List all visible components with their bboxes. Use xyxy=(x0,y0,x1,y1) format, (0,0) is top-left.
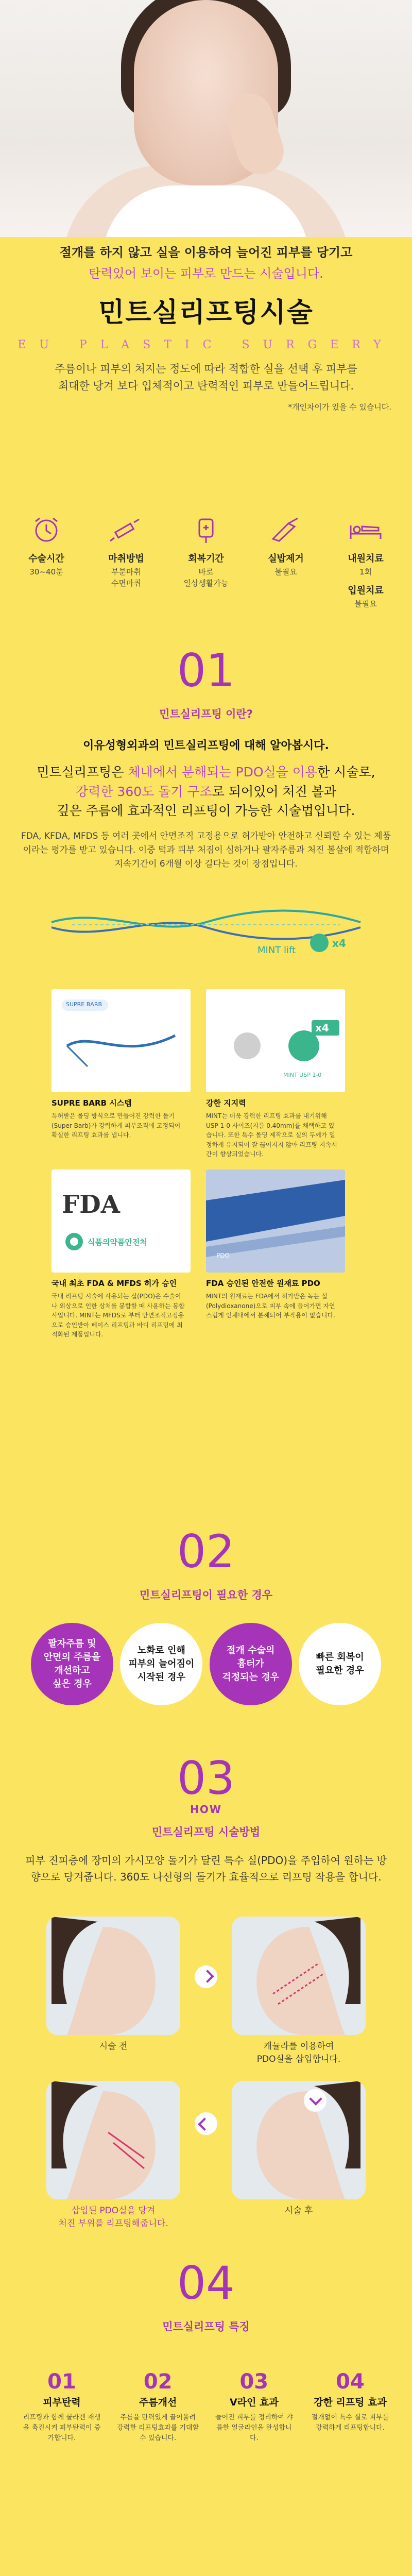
feature-cards xyxy=(52,989,360,1340)
step-arrow-down-icon xyxy=(304,2089,327,2112)
lead-highlight: 체내에서 분해되는 PDO실을 이용 xyxy=(128,765,318,779)
step-caption: 삽입된 PDO실을 당겨 처진 부위를 리프팅해줍니다. xyxy=(58,2206,168,2229)
feature-text: 절개없이 특수 실로 피부를 강력하게 리프팅합니다. xyxy=(311,2414,389,2432)
info-label: 마취방법 xyxy=(108,553,144,564)
feature-number: 02 xyxy=(143,2370,173,2394)
section-subtitle-01: 민트실리프팅 이란? xyxy=(159,708,253,720)
card-image-label: PDO xyxy=(216,1251,230,1259)
syringe-icon xyxy=(108,515,144,544)
section-subtitle-03: 민트실리프팅 시술방법 xyxy=(151,1826,261,1838)
info-value: 1회 xyxy=(359,567,372,577)
info-value: 불필요 xyxy=(274,567,297,577)
brand-subtitle: EU PLASTIC SURGERY xyxy=(18,338,394,351)
section-number-04: 04 xyxy=(177,2257,235,2310)
thread-image xyxy=(41,902,371,958)
procedure-step xyxy=(232,1917,366,2065)
info-item xyxy=(175,515,237,610)
feature-title: 강한 리프팅 효과 xyxy=(314,2397,387,2408)
feature-card xyxy=(52,989,206,1159)
mfds-logo: 식품의약품안전처 xyxy=(88,1237,147,1247)
iv-bag-icon xyxy=(188,515,224,544)
info-label: 회복기간 xyxy=(188,553,224,564)
info-label: 실밥제거 xyxy=(268,553,304,564)
procedure-steps xyxy=(46,1917,366,2230)
clock-icon xyxy=(28,515,64,544)
intro-desc-line1: 주름이나 피부의 처지는 정도에 따라 적합한 실을 선택 후 피부를 xyxy=(55,363,357,375)
intro-section xyxy=(0,242,412,412)
mfds-emblem-icon xyxy=(64,1231,84,1252)
info-item xyxy=(15,515,77,610)
fda-logo: FDA xyxy=(62,1190,120,1219)
lead-text: 로 되어있어 처진 볼과 xyxy=(212,784,336,799)
feature-card xyxy=(206,989,360,1159)
feature-number: 01 xyxy=(47,2370,76,2394)
feature-list xyxy=(21,2370,391,2444)
section-01-body: FDA, KFDA, MFDS 등 여러 곳에서 안면조직 고정용으로 허가받아 안전하고 신뢰할 수 있는 제품이라는 평가를 받고 있습니다. 이중 턱과 피부 처짐이 심하거나 팔자주름과 처진 볼살에 적합하며 지속기간이 6개월 이상 길다는 것이 장점입니다. xyxy=(21,831,391,870)
info-label-2: 입원치료 xyxy=(348,585,384,596)
step-image xyxy=(232,1917,366,2035)
feature-number: 03 xyxy=(239,2370,269,2394)
section-subtitle-04: 민트실리프팅 특징 xyxy=(162,2320,250,2333)
indication-circle: 팔자주름 및 안면의 주름을 개선하고 싶은 경우 xyxy=(31,1623,113,1705)
lead-highlight: 강력한 360도 돌기 구조 xyxy=(76,784,212,799)
step-caption: 시술 후 xyxy=(284,2206,313,2216)
card-text: MINT의 원재료는 FDA에서 허가받은 녹는 실 (Polydioxanone)으로 피부 속에 들어가면 자연스럽게 인체내에서 분해되어 부작용이 없습니다. xyxy=(206,1292,335,1319)
step-caption: 시술 전 xyxy=(99,2041,128,2052)
info-value: 부분마취 수면마취 xyxy=(111,567,141,588)
feature-item xyxy=(117,2370,199,2444)
step-image xyxy=(232,2081,366,2199)
page-title: 민트실리프팅시술 xyxy=(98,297,314,328)
procedure-step xyxy=(46,2081,180,2230)
step-caption: 캐뉼라를 이용하여 PDO실을 삽입합니다. xyxy=(256,2041,341,2064)
scalpel-icon xyxy=(268,515,304,544)
strength-badge: x4 xyxy=(332,937,346,950)
intro-desc-line2: 최대한 당겨 보다 입체적이고 탄력적인 피부로 만들어드립니다. xyxy=(58,379,354,392)
disclaimer-note: *개인차이가 있을 수 있습니다. xyxy=(288,402,391,412)
feature-card xyxy=(52,1170,206,1340)
section-number-02: 02 xyxy=(177,1525,235,1578)
card-image-badge: x4 xyxy=(315,1022,329,1034)
step-arrow-left-icon xyxy=(195,2112,217,2135)
hospital-bed-icon xyxy=(348,515,384,544)
lead-text: 깊은 주름에 효과적인 리프팅이 가능한 시술법입니다. xyxy=(57,803,355,818)
step-image xyxy=(46,2081,180,2199)
intro-line1: 절개를 하지 않고 실을 이용하여 늘어진 피부를 당기고 xyxy=(59,245,353,260)
feature-item xyxy=(309,2370,391,2444)
indication-circle: 노화로 인해 피부의 늘어짐이 시작된 경우 xyxy=(120,1623,202,1705)
how-label: HOW xyxy=(190,1803,222,1816)
lead-text: 민트실리프팅은 xyxy=(37,765,128,779)
procedure-step xyxy=(46,1917,180,2065)
indication-circles xyxy=(31,1623,381,1705)
feature-title: 주름개선 xyxy=(139,2397,177,2408)
section-01-question: 이유성형외과의 민트실리프팅에 대해 알아봅시다. xyxy=(83,739,329,752)
feature-item xyxy=(213,2370,295,2444)
card-image-label: SUPRE BARB xyxy=(66,1001,102,1008)
feature-title: 피부탄력 xyxy=(43,2397,81,2408)
lead-text: 한 시술로, xyxy=(317,765,375,779)
feature-card xyxy=(206,1170,360,1340)
indication-circle: 빠른 회복이 필요한 경우 xyxy=(299,1623,381,1705)
procedure-info-row xyxy=(15,515,397,610)
card-title: 강한 지지력 xyxy=(206,1098,246,1108)
card-image xyxy=(206,989,345,1092)
card-text: MINT는 더욱 강력한 리프팅 효과를 내기위해 USP 1-0 사이즈(지름 0.40mm)를 채택하고 있습니다. 또한 특수 몰딩 제작으로 실의 두께가 일정하게 유지되어 잘 끊어지지 않아 리프팅 지속시간이 향상되었습니다. xyxy=(206,1112,337,1158)
section-01-lead xyxy=(0,762,412,821)
feature-text: 주름을 탄력있게 끌어올려 강력한 리프팅효과를 기대할 수 있습니다. xyxy=(117,2414,199,2443)
section-number-03: 03 xyxy=(177,1752,235,1805)
section-subtitle-02: 민트실리프팅이 필요한 경우 xyxy=(139,1589,273,1601)
feature-number: 04 xyxy=(336,2370,365,2394)
feature-title: V라인 효과 xyxy=(229,2397,279,2408)
info-item xyxy=(95,515,157,610)
step-image xyxy=(46,1917,180,2035)
feature-text: 리프팅과 함께 콜라겐 재생을 촉진시켜 피부탄력이 증가합니다. xyxy=(23,2414,101,2443)
pdo-thread-graphic xyxy=(41,902,371,958)
mint-logo: MINT lift xyxy=(258,945,296,956)
info-value: 바로 일상생활가능 xyxy=(183,567,229,588)
info-item xyxy=(335,515,397,610)
intro-description xyxy=(0,361,412,394)
info-item xyxy=(255,515,317,610)
card-text: 국내 리프팅 시술에 사용되는 실(PDO)은 수술이나 외상으로 인한 상처를 봉합할 때 사용하는 봉합사입니다. MINT는 MFDS로 부터 안면조직고정용으로 승인받아 페이스 리프팅과 바디 리프팅에 최적화된 제품입니다. xyxy=(52,1292,185,1338)
section-03-description: 피부 진피층에 장미의 가시모양 돌기가 달린 특수 실(PDO)을 주입하여 원하는 방향으로 당겨줍니다. 360도 나선형의 돌기가 효율적으로 리프팅 작용을 합니다. xyxy=(25,1854,387,1883)
card-image-label: MINT USP 1-0 xyxy=(283,1072,322,1078)
info-label: 수술시간 xyxy=(28,553,64,564)
card-image xyxy=(206,1170,345,1273)
card-text: 특허받은 몰딩 방식으로 만들어진 강력한 돌기(Super Barb)가 강력하게 피부조직에 고정되어 확실한 리프팅 효과를 냅니다. xyxy=(52,1112,181,1139)
section-number-01: 01 xyxy=(177,644,235,697)
card-image xyxy=(52,1170,191,1273)
feature-item xyxy=(21,2370,103,2444)
card-title: FDA 승인된 안전한 원재료 PDO xyxy=(206,1278,320,1288)
card-image xyxy=(52,989,191,1092)
info-value-2: 불필요 xyxy=(354,599,377,608)
indication-circle: 절개 수술의 흉터가 걱정되는 경우 xyxy=(210,1623,292,1705)
card-title: SUPRE BARB 시스템 xyxy=(52,1098,132,1108)
hero-image xyxy=(0,0,412,237)
feature-text: 늘어진 피부를 정리하여 갸름한 얼굴라인을 완성합니다. xyxy=(215,2414,293,2443)
intro-line2: 탄력있어 보이는 피부로 만드는 시술입니다. xyxy=(89,266,323,281)
procedure-step xyxy=(232,2081,366,2230)
step-arrow-right-icon xyxy=(195,1965,217,1988)
card-title: 국내 최초 FDA & MFDS 허가 승인 xyxy=(52,1278,177,1288)
info-label: 내원치료 xyxy=(348,553,384,564)
info-value: 30~40분 xyxy=(29,567,63,577)
